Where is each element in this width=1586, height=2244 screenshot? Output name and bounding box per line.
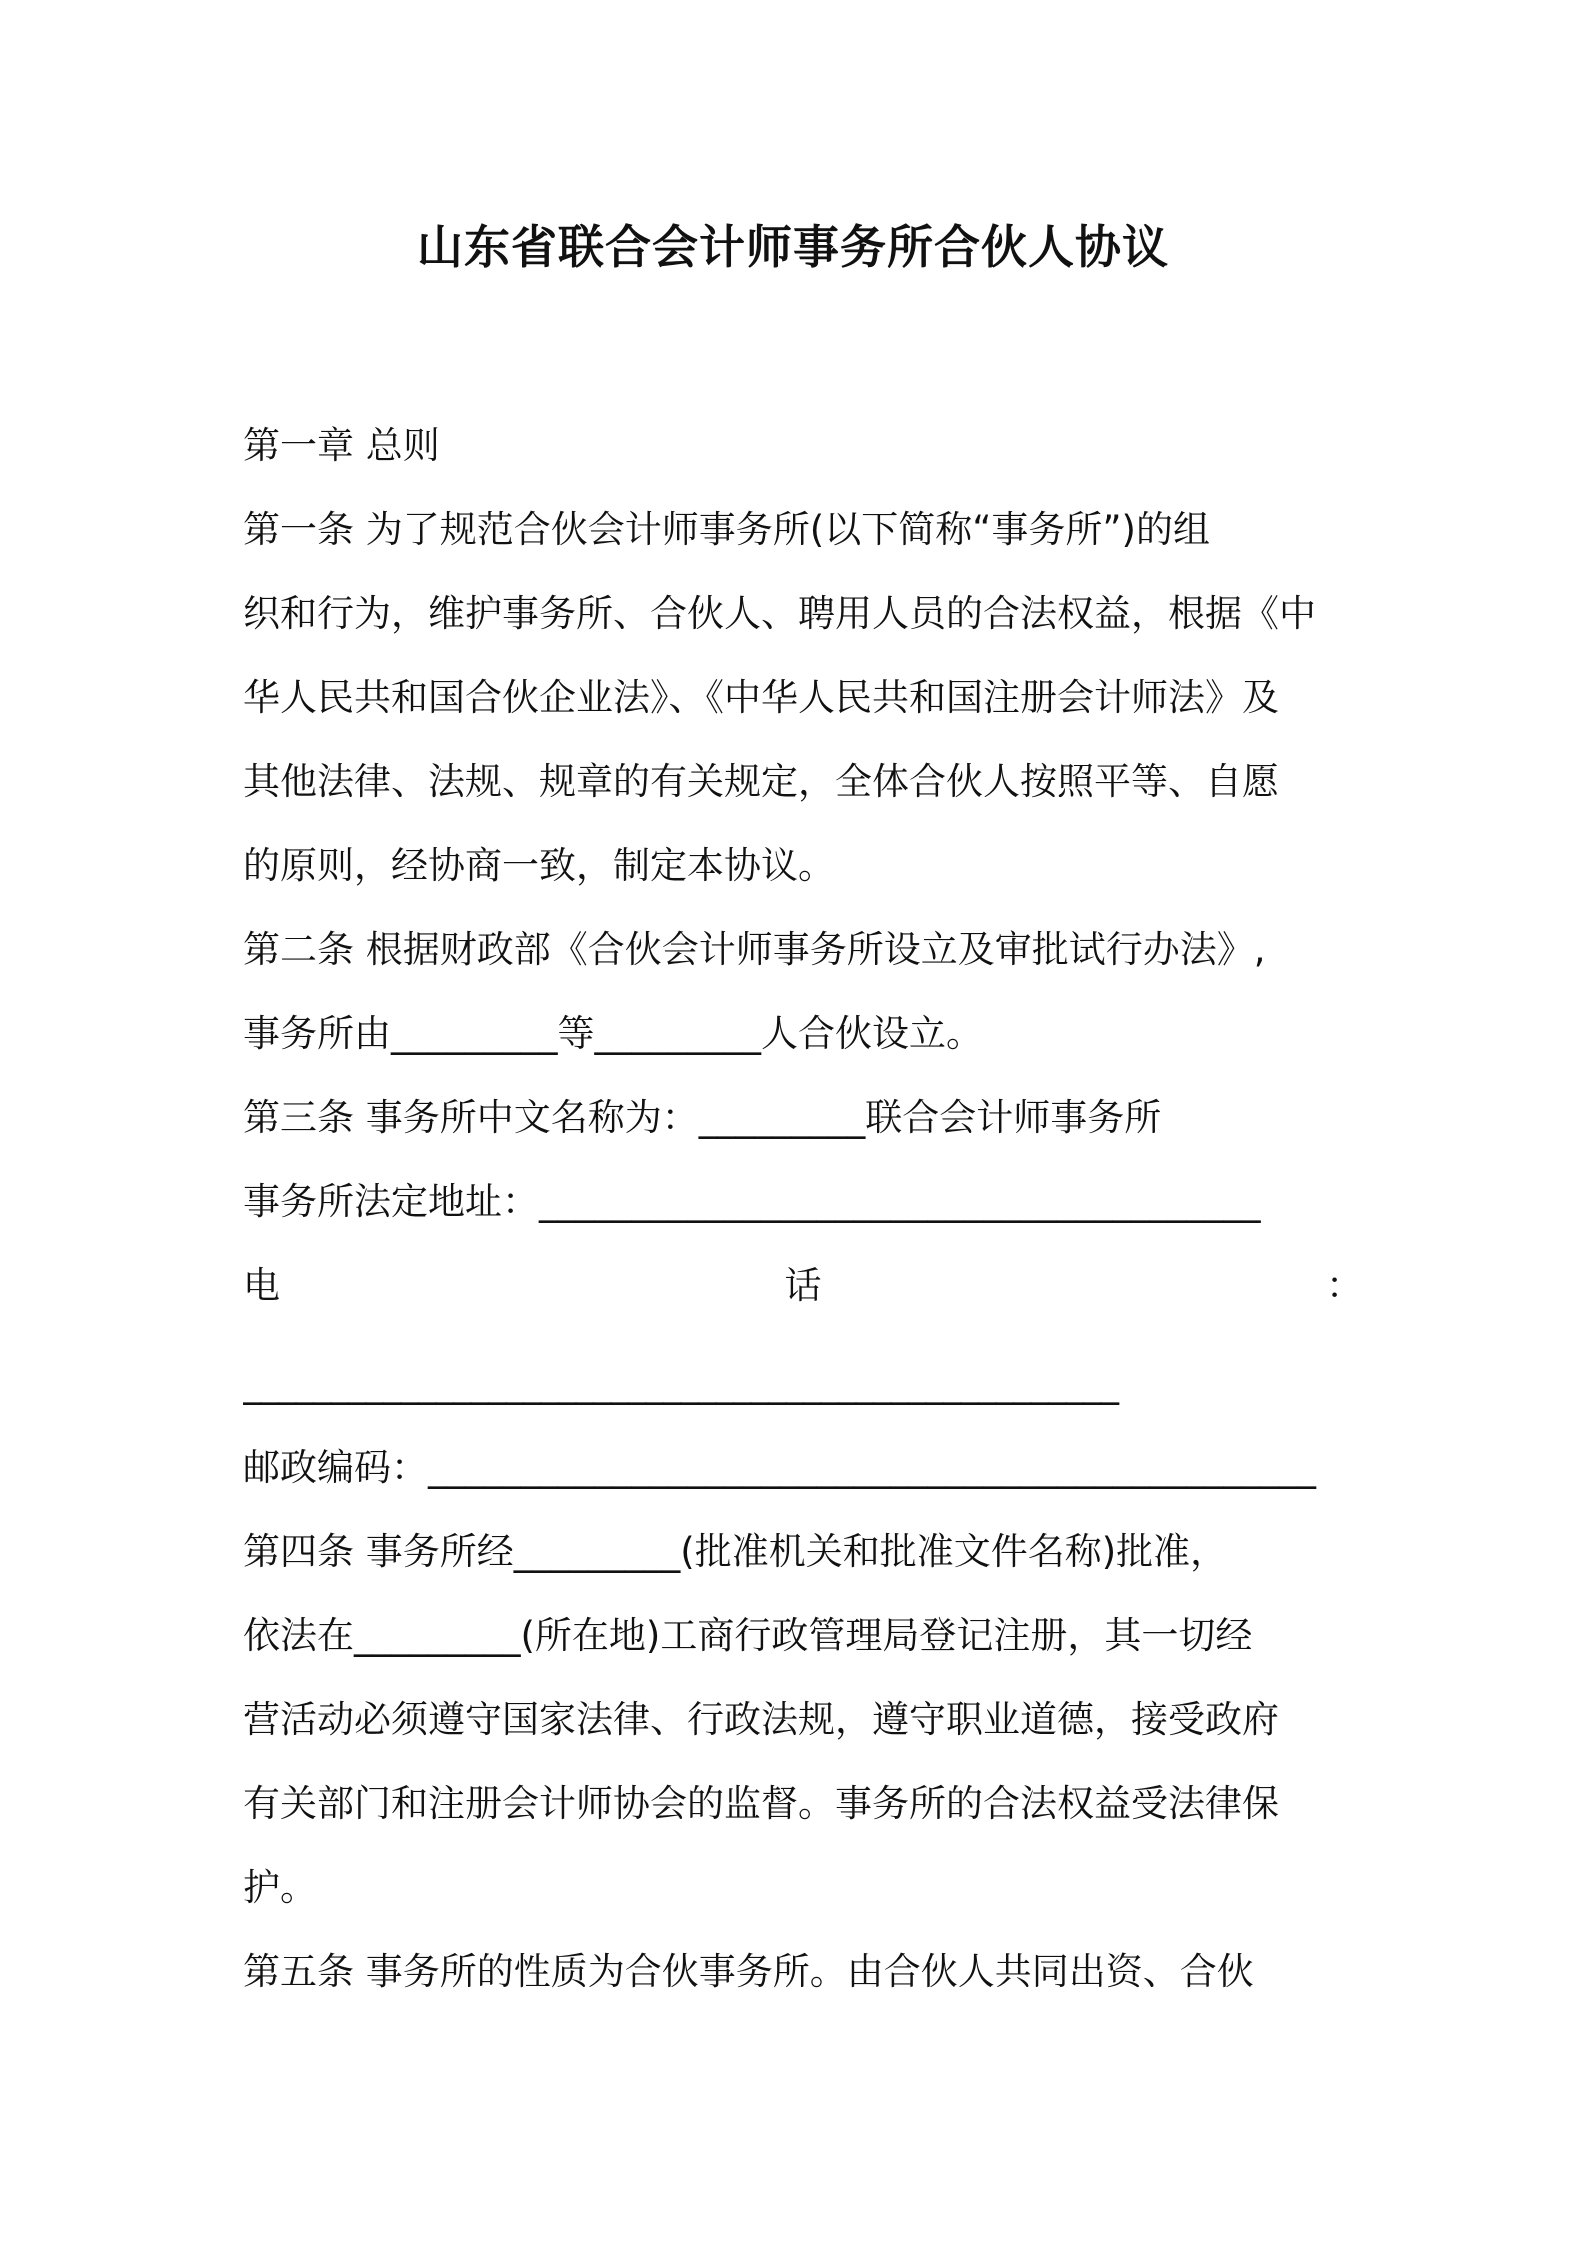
article-2-line-1: 第二条 根据财政部《合伙会计师事务所设立及审批试行办法》, <box>243 928 1266 971</box>
article-1-line-3: 华人民共和国合伙企业法》、《中华人民共和国注册会计师法》及 <box>243 676 1279 719</box>
address-line: 事务所法定地址：_______________________________________ <box>243 1180 1261 1223</box>
article-4-line-3: 营活动必须遵守国家法律、行政法规，遵守职业道德，接受政府 <box>243 1698 1279 1741</box>
document-title: 山东省联合会计师事务所合伙人协议 <box>417 220 1169 274</box>
article-4-line-1: 第四条 事务所经_________(批准机关和批准文件名称)批准， <box>243 1530 1228 1573</box>
article-1-line-1: 第一条 为了规范合伙会计师事务所(以下简称“事务所”)的组 <box>243 508 1210 551</box>
article-4-line-5: 护。 <box>243 1866 317 1909</box>
article-2-line-2: 事务所由_________等_________人合伙设立。 <box>243 1012 983 1055</box>
article-4-line-2: 依法在_________(所在地)工商行政管理局登记注册，其一切经 <box>243 1614 1253 1657</box>
phone-blank-line: __________________________________________________ <box>243 1362 1118 1405</box>
document-body <box>243 404 1363 2014</box>
phone-label-char-2: 话 <box>784 1264 822 1307</box>
chapter-heading: 第一章 总则 <box>243 424 440 467</box>
phone-label-line <box>243 1244 1363 1342</box>
article-3-name-line: 第三条 事务所中文名称为：_________联合会计师事务所 <box>243 1096 1162 1139</box>
article-1-line-2: 织和行为，维护事务所、合伙人、聘用人员的合法权益，根据《中 <box>243 592 1316 635</box>
article-1-line-5: 的原则，经协商一致，制定本协议。 <box>243 844 835 887</box>
article-5-line-1: 第五条 事务所的性质为合伙事务所。由合伙人共同出资、合伙 <box>243 1950 1254 1993</box>
phone-label-char-1: 电 <box>243 1264 280 1307</box>
article-4-line-4: 有关部门和注册会计师协会的监督。事务所的合法权益受法律保 <box>243 1782 1279 1825</box>
article-1-line-4: 其他法律、法规、规章的有关规定，全体合伙人按照平等、自愿 <box>243 760 1279 803</box>
postcode-line: 邮政编码：________________________________________________ <box>243 1446 1316 1489</box>
phone-label-colon: ： <box>1326 1264 1363 1307</box>
